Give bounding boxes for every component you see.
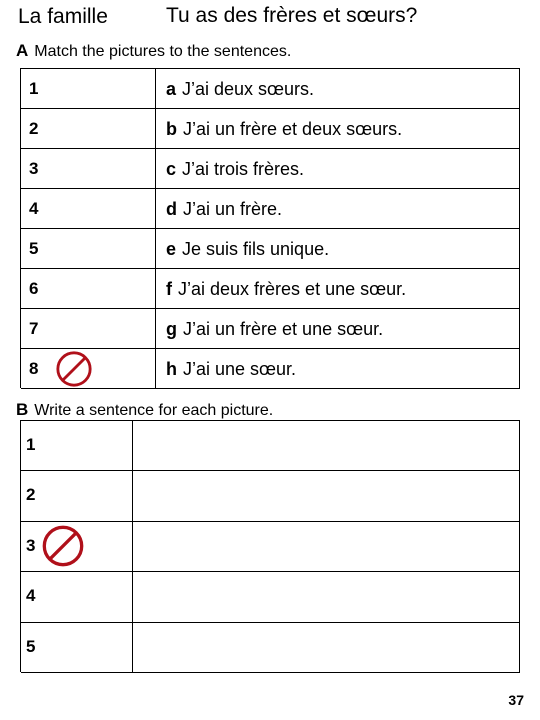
girl-icon (72, 232, 89, 266)
sentence-letter: g (166, 319, 177, 339)
section-b-letter: B (16, 400, 29, 419)
sentence-cell (156, 269, 520, 309)
picture-number: 4 (26, 586, 36, 606)
girl-icon (81, 425, 101, 465)
sentence-cell (156, 309, 520, 349)
matching-table (20, 68, 520, 388)
sentence-cell (156, 69, 520, 109)
boy-icon (61, 576, 81, 616)
picture-number: 2 (26, 485, 36, 505)
picture-number: 5 (29, 239, 39, 258)
boy-icon (89, 312, 106, 346)
prohibited-icon (41, 524, 85, 568)
family-figures (55, 152, 89, 186)
picture-number: 5 (26, 636, 36, 656)
section-a-instruction (16, 41, 291, 61)
boy-icon (41, 627, 61, 667)
sentence-letter: c (166, 159, 177, 179)
sentence (166, 279, 406, 300)
picture-number: 3 (26, 535, 36, 555)
match-row (21, 69, 520, 109)
picture-cell (21, 522, 133, 572)
sentence (166, 159, 304, 180)
sentence (166, 199, 282, 220)
sentence-cell (156, 189, 520, 229)
page-title: La famille (18, 5, 108, 28)
section-a-letter: A (16, 41, 29, 60)
picture-number: 4 (29, 199, 39, 218)
sentence (166, 359, 296, 380)
sentence-text: Je suis fils unique. (182, 239, 330, 259)
picture-cell (21, 309, 156, 349)
picture-cell (21, 269, 156, 309)
sentence-text: J’ai un frère. (183, 199, 283, 219)
girl-icon (72, 192, 89, 226)
sentence-cell (156, 229, 520, 269)
picture-cell (21, 471, 133, 521)
sentence-letter: e (166, 239, 177, 259)
family-figures (55, 192, 106, 226)
boy-icon (55, 312, 72, 346)
sentence (166, 239, 329, 260)
picture-cell (21, 349, 156, 389)
boy-icon (55, 192, 72, 226)
picture-cell (21, 149, 156, 189)
boy-icon (72, 312, 89, 346)
match-row (21, 269, 520, 309)
sentence-text: J’ai trois frères. (182, 159, 305, 179)
picture-number: 6 (29, 279, 39, 298)
section-b-instruction (16, 400, 273, 420)
sentence-letter: f (166, 279, 172, 299)
family-figures (41, 576, 121, 618)
sentence-text: J’ai deux sœurs. (182, 79, 315, 99)
match-row (21, 189, 520, 229)
sentence-letter: a (166, 79, 177, 99)
boy-icon (55, 152, 72, 186)
sentence (166, 79, 314, 100)
sentence-cell (156, 349, 520, 389)
picture-number: 8 (29, 359, 39, 378)
family-figures (55, 352, 89, 386)
sentence-letter: b (166, 119, 177, 139)
writing-row (21, 522, 520, 572)
answer-space[interactable] (133, 421, 520, 471)
answer-space[interactable] (133, 522, 520, 572)
answer-space[interactable] (133, 572, 520, 622)
sentence-text: J’ai deux frères et une sœur. (178, 279, 407, 299)
picture-number: 1 (29, 79, 39, 98)
sentence (166, 119, 402, 140)
match-row (21, 309, 520, 349)
girl-icon (55, 232, 72, 266)
sentence (166, 319, 383, 340)
boy-icon (55, 72, 72, 106)
writing-table (20, 420, 520, 672)
page-number: 37 (508, 692, 524, 708)
page-subtitle: Tu as des frères et sœurs? (166, 4, 418, 27)
writing-row (21, 421, 520, 471)
girl-icon (55, 272, 72, 306)
picture-cell (21, 69, 156, 109)
family-figures (41, 475, 81, 517)
family-figures (55, 72, 72, 106)
sentence-cell (156, 149, 520, 189)
answer-space[interactable] (133, 471, 520, 521)
match-row (21, 229, 520, 269)
writing-row (21, 572, 520, 622)
picture-cell (21, 623, 133, 673)
prohibited-icon (55, 350, 93, 388)
boy-icon (89, 272, 106, 306)
section-a-instruction-text: Match the pictures to the sentences. (34, 43, 292, 60)
picture-cell (21, 229, 156, 269)
sentence-letter: d (166, 199, 177, 219)
family-figures (41, 526, 81, 568)
girl-icon (89, 192, 106, 226)
girl-icon (61, 475, 81, 515)
girl-icon (72, 152, 89, 186)
writing-row (21, 471, 520, 521)
sentence-cell (156, 109, 520, 149)
writing-row (21, 623, 520, 673)
boy-icon (41, 475, 61, 515)
picture-number: 2 (29, 119, 39, 138)
sentence-text: J’ai un frère et deux sœurs. (183, 119, 403, 139)
sentence-text: J’ai une sœur. (183, 359, 297, 379)
girl-icon (61, 425, 81, 465)
picture-cell (21, 421, 133, 471)
girl-icon (41, 425, 61, 465)
match-row (21, 149, 520, 189)
section-b-instruction-text: Write a sentence for each picture. (34, 402, 274, 419)
match-row (21, 349, 520, 389)
picture-cell (21, 189, 156, 229)
sentence-text: J’ai un frère et une sœur. (183, 319, 384, 339)
picture-number: 3 (29, 159, 39, 178)
family-figures (55, 112, 72, 146)
girl-icon (55, 112, 72, 146)
match-row (21, 109, 520, 149)
picture-cell (21, 572, 133, 622)
boy-icon (72, 272, 89, 306)
picture-number: 7 (29, 319, 39, 338)
family-figures (55, 312, 106, 346)
family-figures (41, 627, 121, 669)
answer-space[interactable] (133, 623, 520, 673)
picture-number: 1 (26, 435, 36, 454)
family-figures (55, 232, 89, 266)
girl-icon (101, 576, 121, 616)
girl-icon (81, 627, 101, 667)
boy-icon (81, 576, 101, 616)
boy-icon (61, 627, 81, 667)
family-figures (55, 272, 106, 306)
girl-icon (101, 627, 121, 667)
sentence-letter: h (166, 359, 177, 379)
picture-cell (21, 109, 156, 149)
family-figures (41, 425, 101, 467)
boy-icon (41, 576, 61, 616)
